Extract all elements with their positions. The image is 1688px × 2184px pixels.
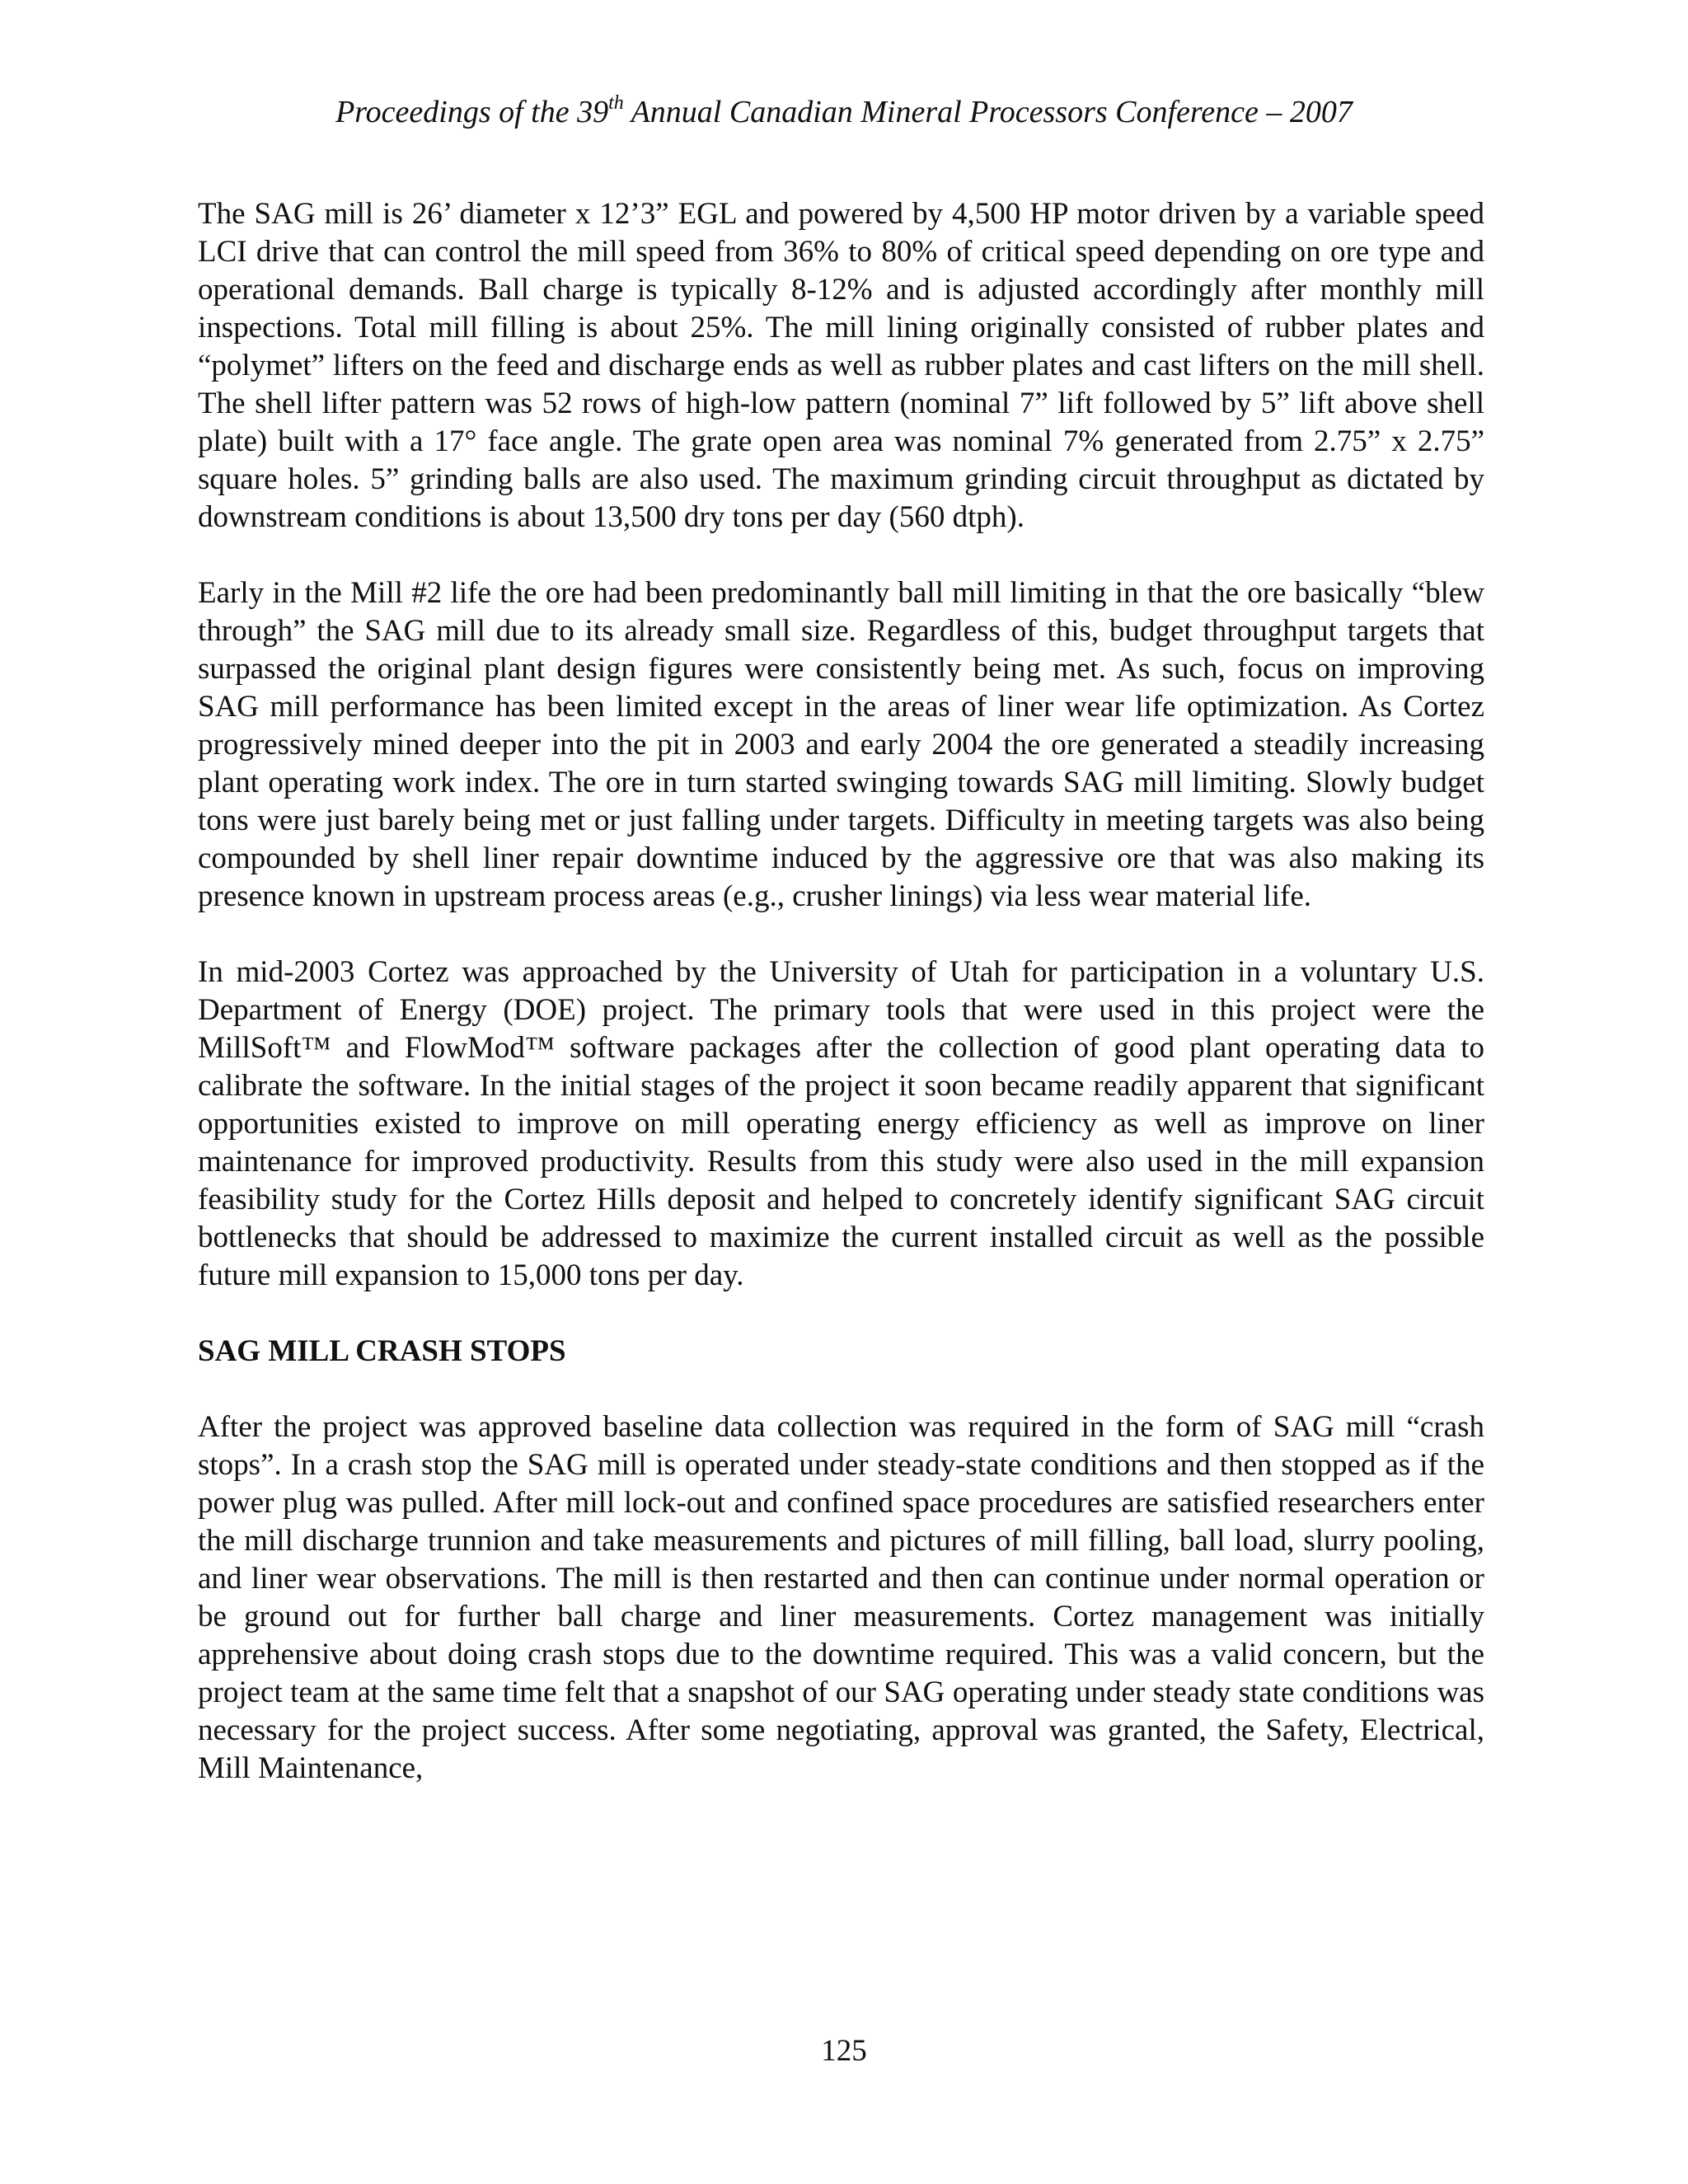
header-superscript: th	[608, 92, 624, 114]
paragraph-crash-stops: After the project was approved baseline data collection was required in the form of SAG mill “crash stops”. In a crash stop the SAG mill is operated under steady-state conditions and then stopped as if the power plug was pulled. After mill lock-out and confined space procedures are satisfied researchers enter the mill discharge trunnion and take measurements and pictures of mill filling, ball load, slurry pooling, and liner wear observations. The mill is then restarted and then can continue under normal operation or be ground out for further ball charge and liner measurements. Cortez management was initially apprehensive about doing crash stops due to the downtime required. This was a valid concern, but the project team at the same time felt that a snapshot of our SAG operating under steady state conditions was necessary for the project success. After some negotiating, approval was granted, the Safety, Electrical, Mill Maintenance,	[198, 1410, 1484, 1785]
running-header	[0, 92, 1688, 132]
page-number: 125	[821, 2034, 867, 2068]
paragraph-sag-mill-description: The SAG mill is 26’ diameter x 12’3” EGL and powered by 4,500 HP motor driven by a variable speed LCI drive that can control the mill speed from 36% to 80% of critical speed depending on ore type and operational demands. Ball charge is typically 8-12% and is adjusted accordingly after monthly mill inspections. Total mill filling is about 25%. The mill lining originally consisted of rubber plates and “polymet” lifters on the feed and discharge ends as well as rubber plates and cast lifters on the mill shell. The shell lifter pattern was 52 rows of high-low pattern (nominal 7” lift followed by 5” lift above shell plate) built with a 17° face angle. The grate open area was nominal 7% generated from 2.75” x 2.75” square holes. 5” grinding balls are also used. The maximum grinding circuit throughput as dictated by downstream conditions is about 13,500 dry tons per day (560 dtph).	[198, 197, 1484, 534]
section-heading: SAG MILL CRASH STOPS	[198, 1334, 566, 1368]
header-prefix: Proceedings of the 39	[335, 95, 609, 129]
body-text	[198, 195, 1484, 1788]
header-suffix: Annual Canadian Mineral Processors Conference – 2007	[623, 95, 1353, 129]
paragraph-doe-project: In mid-2003 Cortez was approached by the University of Utah for participation in a voluntary U.S. Department of Energy (DOE) project. The primary tools that were used in this project were the MillSoft™ and FlowMod™ software packages after the collection of good plant operating data to calibrate the software. In the initial stages of the project it soon became readily apparent that significant opportunities existed to improve on mill operating energy efficiency as well as improve on liner maintenance for improved productivity. Results from this study were also used in the mill expansion feasibility study for the Cortez Hills deposit and helped to concretely identify significant SAG circuit bottlenecks that should be addressed to maximize the current installed circuit as well as the possible future mill expansion to 15,000 tons per day.	[198, 955, 1484, 1292]
paragraph-mill-history: Early in the Mill #2 life the ore had been predominantly ball mill limiting in that the ore basically “blew through” the SAG mill due to its already small size. Regardless of this, budget throughput targets that surpassed the original plant design figures were consistently being met. As such, focus on improving SAG mill performance has been limited except in the areas of liner wear life optimization. As Cortez progressively mined deeper into the pit in 2003 and early 2004 the ore generated a steadily increasing plant operating work index. The ore in turn started swinging towards SAG mill limiting. Slowly budget tons were just barely being met or just falling under targets. Difficulty in meeting targets was also being compounded by shell liner repair downtime induced by the aggressive ore that was also making its presence known in upstream process areas (e.g., crusher linings) via less wear material life.	[198, 576, 1484, 913]
